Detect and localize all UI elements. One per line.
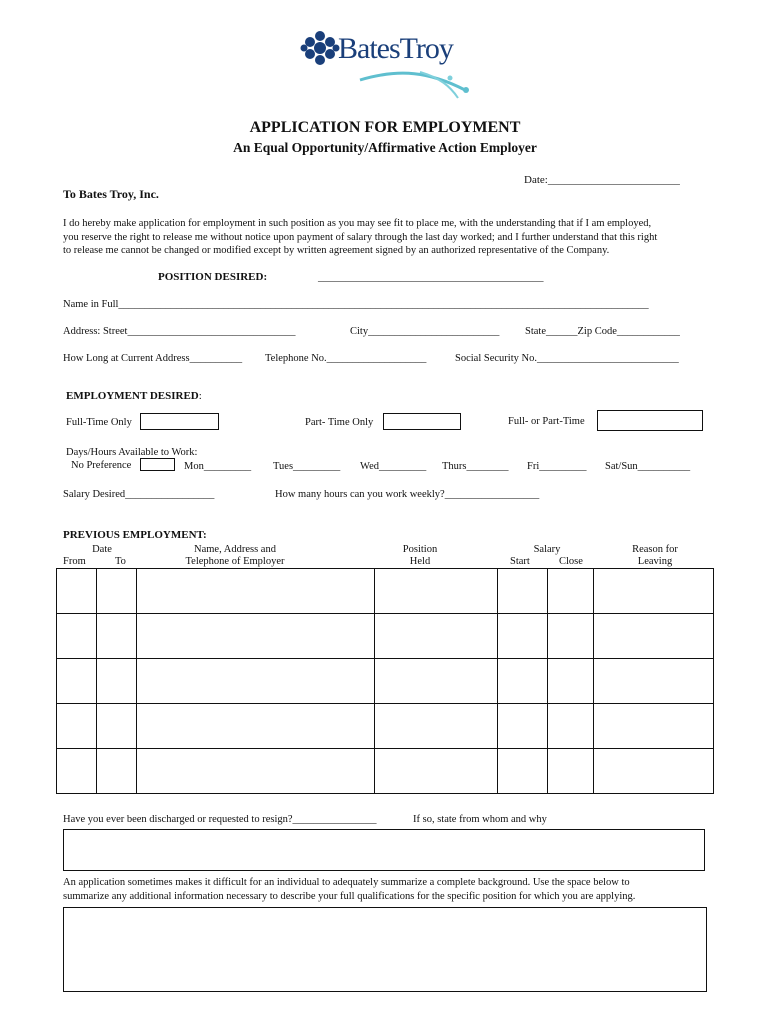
position-cell[interactable] [374, 614, 498, 659]
to-date-cell[interactable] [96, 659, 136, 704]
either-checkbox[interactable] [597, 410, 703, 431]
from-date-cell[interactable] [57, 569, 97, 614]
telephone-field[interactable]: Telephone No.___________________ [265, 353, 427, 364]
form-subtitle: An Equal Opportunity/Affirmative Action Employer [233, 140, 537, 155]
logo-wordmark: BatesTroy [338, 32, 453, 65]
discharged-question[interactable]: Have you ever been discharged or requested to resign?________________ [63, 814, 377, 825]
salary-close-cell[interactable] [548, 749, 594, 794]
salary-close-header: Close [559, 556, 583, 567]
from-header: From [63, 556, 86, 567]
reason-header-line1: Reason for [632, 544, 678, 555]
qualifications-box[interactable] [63, 907, 707, 992]
table-row [57, 704, 714, 749]
employer-cell[interactable] [136, 614, 374, 659]
bates-troy-logo [300, 28, 475, 100]
salary-start-cell[interactable] [498, 749, 548, 794]
previous-employment-heading: PREVIOUS EMPLOYMENT: [63, 529, 207, 541]
salary-start-header: Start [510, 556, 530, 567]
summary-line: summarize any additional information necessary to describe your full qualifications for the specific position for which you are applying. [63, 890, 636, 902]
wednesday-field[interactable]: Wed_________ [360, 461, 427, 472]
reason-cell[interactable] [594, 614, 714, 659]
intro-line: you reserve the right to release me without notice upon payment of salary through the last day worked; and I further understand that this right [63, 231, 658, 243]
intro-line: I do hereby make application for employment in such position as you may see fit to place me, with the understanding that if I am employed, [63, 218, 652, 229]
salary-start-cell[interactable] [498, 704, 548, 749]
position-cell[interactable] [374, 659, 498, 704]
employer-cell[interactable] [136, 704, 374, 749]
to-date-cell[interactable] [96, 704, 136, 749]
employer-cell[interactable] [136, 659, 374, 704]
summary-instructions [63, 876, 635, 903]
position-desired-label: POSITION DESIRED: [158, 271, 268, 283]
state-zip-field[interactable]: State______Zip Code____________ [525, 326, 680, 337]
part-time-label: Part- Time Only [305, 417, 374, 428]
employer-header-line1: Name, Address and [194, 544, 276, 555]
colon: : [198, 390, 202, 402]
reason-cell[interactable] [594, 659, 714, 704]
reason-header-line2: Leaving [637, 556, 673, 567]
position-desired-field[interactable]: _________________________________________ [318, 271, 544, 283]
previous-employment-table [56, 568, 714, 794]
weekly-hours-field[interactable]: How many hours can you work weekly?__________________ [275, 489, 540, 500]
full-time-label: Full-Time Only [66, 417, 132, 428]
availability-label: Days/Hours Available to Work: [66, 447, 198, 458]
city-field[interactable]: City_________________________ [350, 326, 500, 337]
discharged-followup: If so, state from whom and why [413, 814, 547, 825]
date-header: Date [92, 544, 112, 555]
salary-close-cell[interactable] [548, 659, 594, 704]
position-cell[interactable] [374, 704, 498, 749]
tuesday-field[interactable]: Tues_________ [273, 461, 341, 472]
table-row [57, 659, 714, 704]
salary-close-cell[interactable] [548, 704, 594, 749]
position-header-line1: Position [402, 544, 438, 555]
reason-cell[interactable] [594, 749, 714, 794]
position-cell[interactable] [374, 569, 498, 614]
position-header-line2: Held [409, 556, 431, 567]
to-date-cell[interactable] [96, 749, 136, 794]
table-row [57, 749, 714, 794]
salary-start-cell[interactable] [498, 659, 548, 704]
years-at-address-field[interactable]: How Long at Current Address__________ [63, 353, 243, 364]
employer-cell[interactable] [136, 569, 374, 614]
from-date-cell[interactable] [57, 704, 97, 749]
form-title: APPLICATION FOR EMPLOYMENT [249, 119, 521, 136]
no-preference-label: No Preference [71, 460, 132, 471]
to-date-cell[interactable] [96, 569, 136, 614]
position-cell[interactable] [374, 749, 498, 794]
to-date-cell[interactable] [96, 614, 136, 659]
employment-desired-heading [66, 390, 202, 402]
to-header: To [115, 556, 126, 567]
reason-cell[interactable] [594, 704, 714, 749]
intro-line: to release me cannot be changed or modified except by written agreement signed by an authorized representative of the Company. [63, 245, 610, 256]
summary-line: An application sometimes makes it difficult for an individual to adequately summarize a complete background. Use the space below to [63, 877, 630, 888]
weekend-field[interactable]: Sat/Sun__________ [605, 461, 691, 472]
from-date-cell[interactable] [57, 614, 97, 659]
monday-field[interactable]: Mon_________ [184, 461, 252, 472]
discharged-reason-box[interactable] [63, 829, 705, 871]
intro-paragraph [63, 217, 657, 258]
from-date-cell[interactable] [57, 749, 97, 794]
employer-cell[interactable] [136, 749, 374, 794]
ssn-field[interactable]: Social Security No.___________________________ [455, 353, 679, 364]
date-field[interactable]: Date:________________________ [524, 174, 680, 186]
salary-close-cell[interactable] [548, 614, 594, 659]
no-preference-checkbox[interactable] [140, 458, 175, 471]
full-name-field[interactable]: Name in Full_____________________________________________________________________________________________________ [63, 299, 649, 310]
thursday-field[interactable]: Thurs________ [442, 461, 509, 472]
friday-field[interactable]: Fri_________ [527, 461, 587, 472]
either-label: Full- or Part-Time [508, 416, 585, 427]
salary-desired-field[interactable]: Salary Desired_________________ [63, 489, 215, 500]
reason-cell[interactable] [594, 569, 714, 614]
part-time-checkbox[interactable] [383, 413, 461, 430]
salary-header: Salary [533, 544, 561, 555]
addressee: To Bates Troy, Inc. [63, 187, 159, 201]
salary-start-cell[interactable] [498, 614, 548, 659]
full-time-checkbox[interactable] [140, 413, 219, 430]
street-field[interactable]: Address: Street________________________________ [63, 326, 296, 337]
salary-close-cell[interactable] [548, 569, 594, 614]
table-row [57, 569, 714, 614]
from-date-cell[interactable] [57, 659, 97, 704]
salary-start-cell[interactable] [498, 569, 548, 614]
employer-header-line2: Telephone of Employer [185, 556, 285, 567]
employment-desired-title: EMPLOYMENT DESIRED [66, 390, 199, 402]
table-row [57, 614, 714, 659]
